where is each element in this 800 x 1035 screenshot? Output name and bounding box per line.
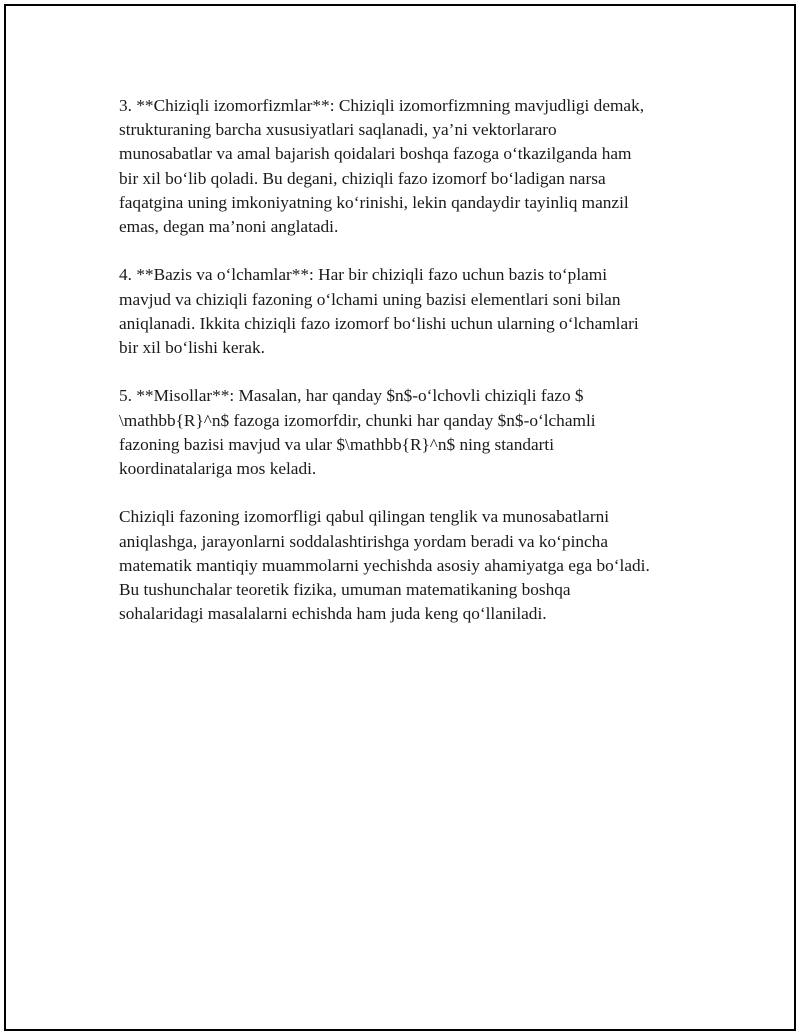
document-page [4,4,796,1031]
paragraph-bazis-va-olchamlar: 4. **Bazis va o‘lchamlar**: Har bir chiziqli fazo uchun bazis to‘plami mavjud va chiziqli fazoning o‘lchami uning bazisi elementlari soni bilan aniqlanadi. Ikkita chiziqli fazo izomorf bo‘lishi uchun ularning o‘lchamlari bir xil bo‘lishi kerak. [119,265,639,358]
paragraph-misollar: 5. **Misollar**: Masalan, har qanday $n$-o‘lchovli chiziqli fazo $ \mathbb{R}^n$ fazoga izomorfdir, chunki har qanday $n$-o‘lchamli fazoning bazisi mavjud va ular $\mathbb{R}^n$ ning standarti koordinatalariga mos keladi. [119,386,596,479]
paragraph-conclusion: Chiziqli fazoning izomorfligi qabul qilingan tenglik va munosabatlarni aniqlashga, jarayonlarni soddalashtirishga yordam beradi va ko‘pincha matematik mantiqiy muammolarni yechishda asosiy ahamiyatga ega bo‘ladi. Bu tushunchalar teoretik fizika, umuman matematikaning boshqa sohalaridagi masalalarni echishda ham juda keng qo‘llaniladi. [119,507,650,624]
document-body [119,94,699,651]
paragraph-chiziqli-izomorfizmlar: 3. **Chiziqli izomorfizmlar**: Chiziqli izomorfizmning mavjudligi demak, strukturaning barcha xususiyatlari saqlanadi, ya’ni vektorlararo munosabatlar va amal bajarish qoidalari boshqa fazoga o‘tkazilganda ham bir xil bo‘lib qoladi. Bu degani, chiziqli fazo izomorf bo‘ladigan narsa faqatgina uning imkoniyatning ko‘rinishi, lekin qandaydir tayinliq manzil emas, degan ma’noni anglatadi. [119,96,645,237]
